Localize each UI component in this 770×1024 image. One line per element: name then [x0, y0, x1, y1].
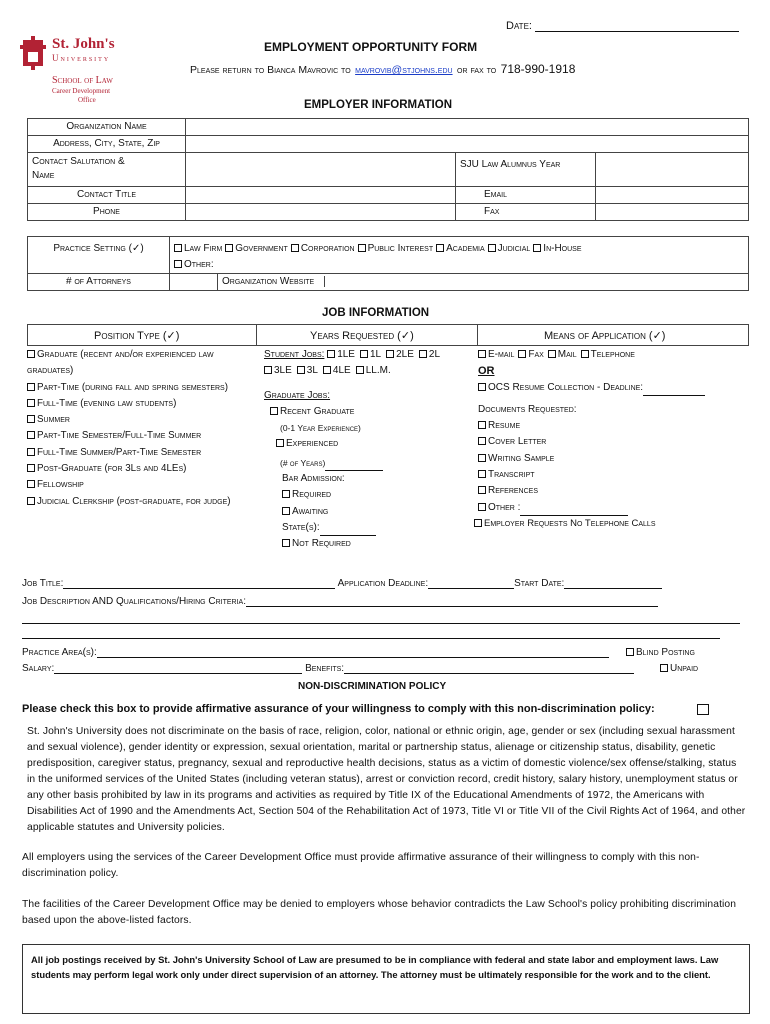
student-jobs-label: Student Jobs: — [264, 349, 325, 360]
3l-label: 3L — [306, 365, 318, 377]
date-field[interactable] — [506, 20, 739, 32]
position-checkbox[interactable] — [27, 350, 35, 358]
practice-setting-label: Practice Setting (✓) — [28, 237, 170, 274]
position-item — [27, 477, 253, 493]
position-item-label: Judicial Clerkship (post-graduate, for judge) — [37, 495, 231, 507]
4le-label: 4LE — [332, 365, 351, 377]
job-desc-line-3[interactable] — [22, 638, 720, 639]
position-item-label: Post-Graduate (for 3Ls and 4LEs) — [37, 463, 187, 475]
position-item-label: Full-Time Summer/Part-Time Semester — [37, 446, 202, 458]
in-house-label: In-House — [543, 243, 582, 254]
nondisc-check-label: Please check this box to provide affirmative assurance of your willingness to comply with this non-discrimination policy: — [22, 703, 655, 715]
states-field[interactable] — [320, 526, 376, 536]
employer-heading: EMPLOYER INFORMATION — [304, 99, 453, 111]
references-label: References — [488, 485, 539, 497]
telephone-label: Telephone — [590, 349, 635, 360]
1le-label: 1LE — [337, 349, 355, 360]
logo-line3: School of Law — [52, 75, 113, 86]
doc-item-references — [478, 483, 750, 499]
unpaid — [660, 663, 698, 674]
3l-checkbox[interactable] — [297, 366, 305, 374]
position-checkbox[interactable] — [27, 431, 35, 439]
alumnus-year-label: SJU Law Alumnus Year — [456, 153, 596, 187]
not-required-label: Not Required — [292, 538, 351, 550]
job-title-row — [22, 578, 662, 589]
writing-sample-label: Writing Sample — [488, 452, 555, 464]
bar-required-label: Required — [292, 489, 332, 501]
website-label: Organization Website — [222, 276, 325, 287]
1l-checkbox[interactable] — [360, 350, 368, 358]
return-fax: 718-990-1918 — [500, 62, 576, 76]
num-years-field[interactable] — [325, 461, 383, 471]
blind-posting-checkbox[interactable] — [626, 648, 634, 656]
transcript-label: Transcript — [488, 469, 535, 481]
job-title-field[interactable] — [63, 579, 335, 589]
app-deadline-field[interactable] — [428, 579, 514, 589]
other-doc-checkbox[interactable] — [478, 503, 486, 511]
policy-paragraph-3: The facilities of the Career Development Office may be denied to employers whose behavior contradicts the Law School's policy prohibiting discrimination based upon the above-listed factors. — [22, 899, 737, 926]
job-title-label: Job Title: — [22, 578, 64, 589]
crest-icon — [20, 36, 46, 70]
nondisc-checkbox[interactable] — [697, 704, 709, 715]
or-label: OR — [478, 365, 495, 378]
2l-checkbox[interactable] — [419, 350, 427, 358]
policy-paragraph-2: All employers using the services of the Career Development Office must provide affirmative assurance of their willingness to comply with this non-discrimination policy. — [22, 852, 700, 879]
year-option-ll-m — [356, 365, 391, 376]
other-doc-field[interactable] — [520, 506, 628, 516]
no-calls-checkbox[interactable] — [474, 519, 482, 527]
year-option-3l — [297, 365, 318, 376]
salary-label: Salary: — [22, 663, 55, 674]
year-option-1l — [360, 349, 381, 360]
year-option-2le — [386, 349, 414, 360]
practice-option-corporation[interactable] — [291, 243, 355, 254]
recent-graduate-label: Recent Graduate — [280, 405, 355, 417]
government-checkbox[interactable] — [225, 244, 233, 252]
year-option-4le — [323, 365, 351, 376]
salary-row — [22, 663, 634, 674]
practice-option-law-firm[interactable] — [174, 243, 222, 254]
doc-item-resume — [478, 418, 750, 434]
fax-label: Fax — [456, 204, 596, 221]
transcript-checkbox[interactable] — [478, 470, 486, 478]
logo-line4: Career Development — [52, 87, 111, 95]
practice-areas-row — [22, 647, 609, 658]
docs-requested-label: Documents Requested: — [478, 403, 577, 415]
position-checkbox[interactable] — [27, 415, 35, 423]
job-desc-label: Job Description AND Qualifications/Hiring Criteria: — [22, 596, 247, 607]
years-header: Years Requested (✓) — [310, 330, 414, 342]
num-years-label: (# of Years) — [280, 457, 326, 468]
return-prefix: Please return to Bianca Mavrovic to — [190, 64, 351, 76]
4le-checkbox[interactable] — [323, 366, 331, 374]
ll-m-label: LL.M. — [365, 365, 391, 377]
practice-table — [27, 236, 749, 291]
salutation-field[interactable] — [186, 153, 456, 187]
position-item — [27, 396, 253, 412]
address-field[interactable] — [186, 136, 749, 153]
unpaid-checkbox[interactable] — [660, 664, 668, 672]
academia-label: Academia — [446, 243, 485, 254]
mail-checkbox[interactable] — [548, 350, 556, 358]
return-email-link[interactable]: mavrovib@stjohns.edu — [355, 64, 453, 76]
position-item — [27, 412, 253, 428]
phone-field[interactable] — [186, 204, 456, 221]
law-firm-label: Law Firm — [184, 243, 223, 254]
position-type-header: Position Type (✓) — [94, 330, 180, 342]
doc-item-writing-sample — [478, 451, 750, 467]
cover-letter-checkbox[interactable] — [478, 437, 486, 445]
1le-checkbox[interactable] — [327, 350, 335, 358]
2l-label: 2L — [428, 349, 441, 360]
position-checkbox[interactable] — [27, 464, 35, 472]
job-col-headers — [27, 324, 749, 346]
position-item — [27, 380, 253, 396]
unpaid-label: Unpaid — [670, 663, 699, 674]
position-item-label: Full-Time (evening law students) — [37, 397, 177, 409]
job-desc-line-2[interactable] — [22, 623, 740, 624]
practice-option-academia[interactable] — [436, 243, 485, 254]
position-type-list — [27, 347, 253, 510]
attorneys-label: # of Attorneys — [28, 274, 170, 291]
academia-checkbox[interactable] — [436, 244, 444, 252]
fax-checkbox[interactable] — [518, 350, 526, 358]
ocs-label: OCS Resume Collection - Deadline: — [488, 381, 644, 393]
position-item — [27, 347, 253, 380]
telephone-checkbox[interactable] — [581, 350, 589, 358]
employer-table — [27, 118, 749, 221]
in-house-checkbox[interactable] — [533, 244, 541, 252]
bar-required-checkbox[interactable] — [282, 490, 290, 498]
policy-paragraph-1: St. John's University does not discriminate on the basis of race, religion, color, national or ethnic origin, age, gender or sex (including sexual harassment and sexual violence), gender identity or expression, sexual orientation, marital or partnership status, alienage or citizenship status, disability, genetic predisposition, caregiver status, pregnancy, sexual and reproductive health decisions, status as a victim of domestic violence/sex offense/stalking, status in the uniformed services of the United States (including veteran status), arrest or conviction record, credit history, salary history, unemployment status or any other basis prohibited by law in its programs and activities as required by Title IX of the Educational Amendments of 1972, the Americans with Disabilities Act of 1990 and the Amendments Act, Section 504 of the Rehabilitation Act of 1973, Title VI or Title VII of the Civil Rights Act of 1964, and other applicable statutes and University policies. — [27, 726, 746, 833]
law-firm-checkbox[interactable] — [174, 244, 182, 252]
experienced-checkbox[interactable] — [276, 439, 284, 447]
e-mail-checkbox[interactable] — [478, 350, 486, 358]
benefits-label: Benefits: — [305, 663, 345, 674]
practice-other-label: Other: — [184, 259, 214, 270]
position-checkbox[interactable] — [27, 497, 35, 505]
contact-title-field[interactable] — [186, 187, 456, 204]
practice-areas-field[interactable] — [97, 648, 609, 658]
2le-checkbox[interactable] — [386, 350, 394, 358]
practice-option-judicial[interactable] — [488, 243, 531, 254]
practice-option-public-interest[interactable] — [358, 243, 434, 254]
public-interest-checkbox[interactable] — [358, 244, 366, 252]
year-option-2l — [419, 349, 440, 360]
bar-admission-label: Bar Admission: — [282, 473, 345, 485]
means-option-telephone — [581, 349, 635, 360]
means-option-mail — [548, 349, 577, 360]
doc-item-transcript — [478, 467, 750, 483]
position-checkbox[interactable] — [27, 399, 35, 407]
recent-graduate-sub: (0-1 Year Experience) — [280, 423, 361, 434]
year-option-3le — [264, 365, 292, 376]
means-column — [478, 347, 750, 532]
practice-option-government[interactable] — [225, 243, 288, 254]
position-item-label: Fellowship — [37, 479, 84, 491]
footer-notice-box — [22, 944, 750, 1014]
practice-options — [170, 237, 749, 274]
contact-title-label: Contact Title — [28, 187, 186, 204]
blind-posting — [626, 647, 695, 658]
org-name-label: Organization Name — [28, 119, 186, 136]
return-instructions — [190, 60, 575, 78]
start-date-label: Start Date: — [514, 578, 565, 589]
resume-checkbox[interactable] — [478, 421, 486, 429]
writing-sample-checkbox[interactable] — [478, 454, 486, 462]
no-calls-label: Employer Requests No Telephone Calls — [484, 517, 656, 529]
ll-m-checkbox[interactable] — [356, 366, 364, 374]
phone-label: Phone — [28, 204, 186, 221]
ocs-deadline-field[interactable] — [643, 386, 705, 396]
public-interest-label: Public Interest — [367, 243, 434, 254]
mail-label: Mail — [557, 349, 577, 360]
practice-option-in-house[interactable] — [533, 243, 581, 254]
recent-graduate-checkbox[interactable] — [270, 407, 278, 415]
references-checkbox[interactable] — [478, 486, 486, 494]
attorneys-field[interactable] — [170, 274, 218, 291]
position-item-label: Part-Time (during fall and spring semesters) — [37, 381, 228, 393]
3le-checkbox[interactable] — [264, 366, 272, 374]
logo-line5: Office — [78, 96, 96, 104]
corporation-label: Corporation — [300, 243, 355, 254]
2le-label: 2LE — [396, 349, 414, 360]
blind-posting-label: Blind Posting — [636, 647, 695, 658]
position-item-label: Summer — [37, 414, 70, 426]
states-label: State(s): — [282, 521, 320, 533]
graduate-jobs-label: Graduate Jobs: — [264, 389, 331, 401]
years-column — [264, 347, 474, 553]
logo-line1: St. John's — [52, 36, 115, 52]
org-name-field[interactable] — [186, 119, 749, 136]
e-mail-label: E-mail — [488, 349, 515, 360]
position-item — [27, 428, 253, 444]
ocs-checkbox[interactable] — [478, 383, 486, 391]
experienced-label: Experienced — [286, 438, 339, 450]
address-label: Address, City, State, Zip — [28, 136, 186, 153]
other-checkbox[interactable] — [174, 260, 182, 268]
app-deadline-label: Application Deadline: — [337, 578, 429, 589]
practice-areas-label: Practice Area(s): — [22, 647, 97, 658]
doc-item-cover-letter — [478, 434, 750, 450]
bar-awaiting-checkbox[interactable] — [282, 507, 290, 515]
position-item — [27, 445, 253, 461]
1l-label: 1L — [369, 349, 382, 360]
government-label: Government — [235, 243, 288, 254]
position-item — [27, 494, 253, 510]
salary-field[interactable] — [54, 664, 302, 674]
nondisc-heading: NON-DISCRIMINATION POLICY — [298, 681, 447, 692]
fax-field[interactable] — [596, 204, 749, 221]
position-item — [27, 461, 253, 477]
email-label: Email — [456, 187, 596, 204]
salutation-label: Contact Salutation & Name — [28, 153, 186, 187]
means-option-fax — [518, 349, 543, 360]
return-suffix: or fax to — [457, 64, 497, 76]
corporation-checkbox[interactable] — [291, 244, 299, 252]
means-header: Means of Application (✓) — [544, 330, 666, 342]
job-desc-row — [22, 596, 658, 607]
job-desc-field[interactable] — [246, 597, 658, 607]
position-item-label: Part-Time Semester/Full-Time Summer — [37, 430, 202, 442]
bar-awaiting-label: Awaiting — [292, 505, 329, 517]
job-heading: JOB INFORMATION — [322, 307, 430, 319]
position-checkbox[interactable] — [27, 480, 35, 488]
judicial-label: Judicial — [497, 243, 531, 254]
logo-line2: University — [52, 53, 111, 63]
judicial-checkbox[interactable] — [488, 244, 496, 252]
means-option-e-mail — [478, 349, 514, 360]
year-option-1le — [327, 349, 355, 360]
position-item-label: Graduate (recent and/or experienced law graduates) — [27, 349, 214, 377]
benefits-field[interactable] — [344, 664, 634, 674]
form-title: EMPLOYMENT OPPORTUNITY FORM — [264, 40, 478, 54]
start-date-field[interactable] — [564, 579, 662, 589]
resume-label: Resume — [488, 420, 521, 432]
website-cell — [218, 274, 749, 291]
not-required-checkbox[interactable] — [282, 539, 290, 547]
fax-label: Fax — [528, 349, 544, 360]
date-label: Date: — [506, 20, 532, 32]
3le-label: 3LE — [274, 365, 292, 377]
other-doc-label: Other : — [488, 501, 521, 513]
alumnus-year-field[interactable] — [596, 153, 749, 187]
email-field[interactable] — [596, 187, 749, 204]
cover-letter-label: Cover Letter — [488, 436, 547, 448]
footer-notice-text: All job postings received by St. John's University School of Law are presumed to be in compliance with federal and state labor and employment laws. Law students may perform legal work only under direct supervision of an attorney. The attorney must be ultimately responsible for the work and to the client. — [31, 954, 719, 980]
position-checkbox[interactable] — [27, 383, 35, 391]
position-checkbox[interactable] — [27, 448, 35, 456]
